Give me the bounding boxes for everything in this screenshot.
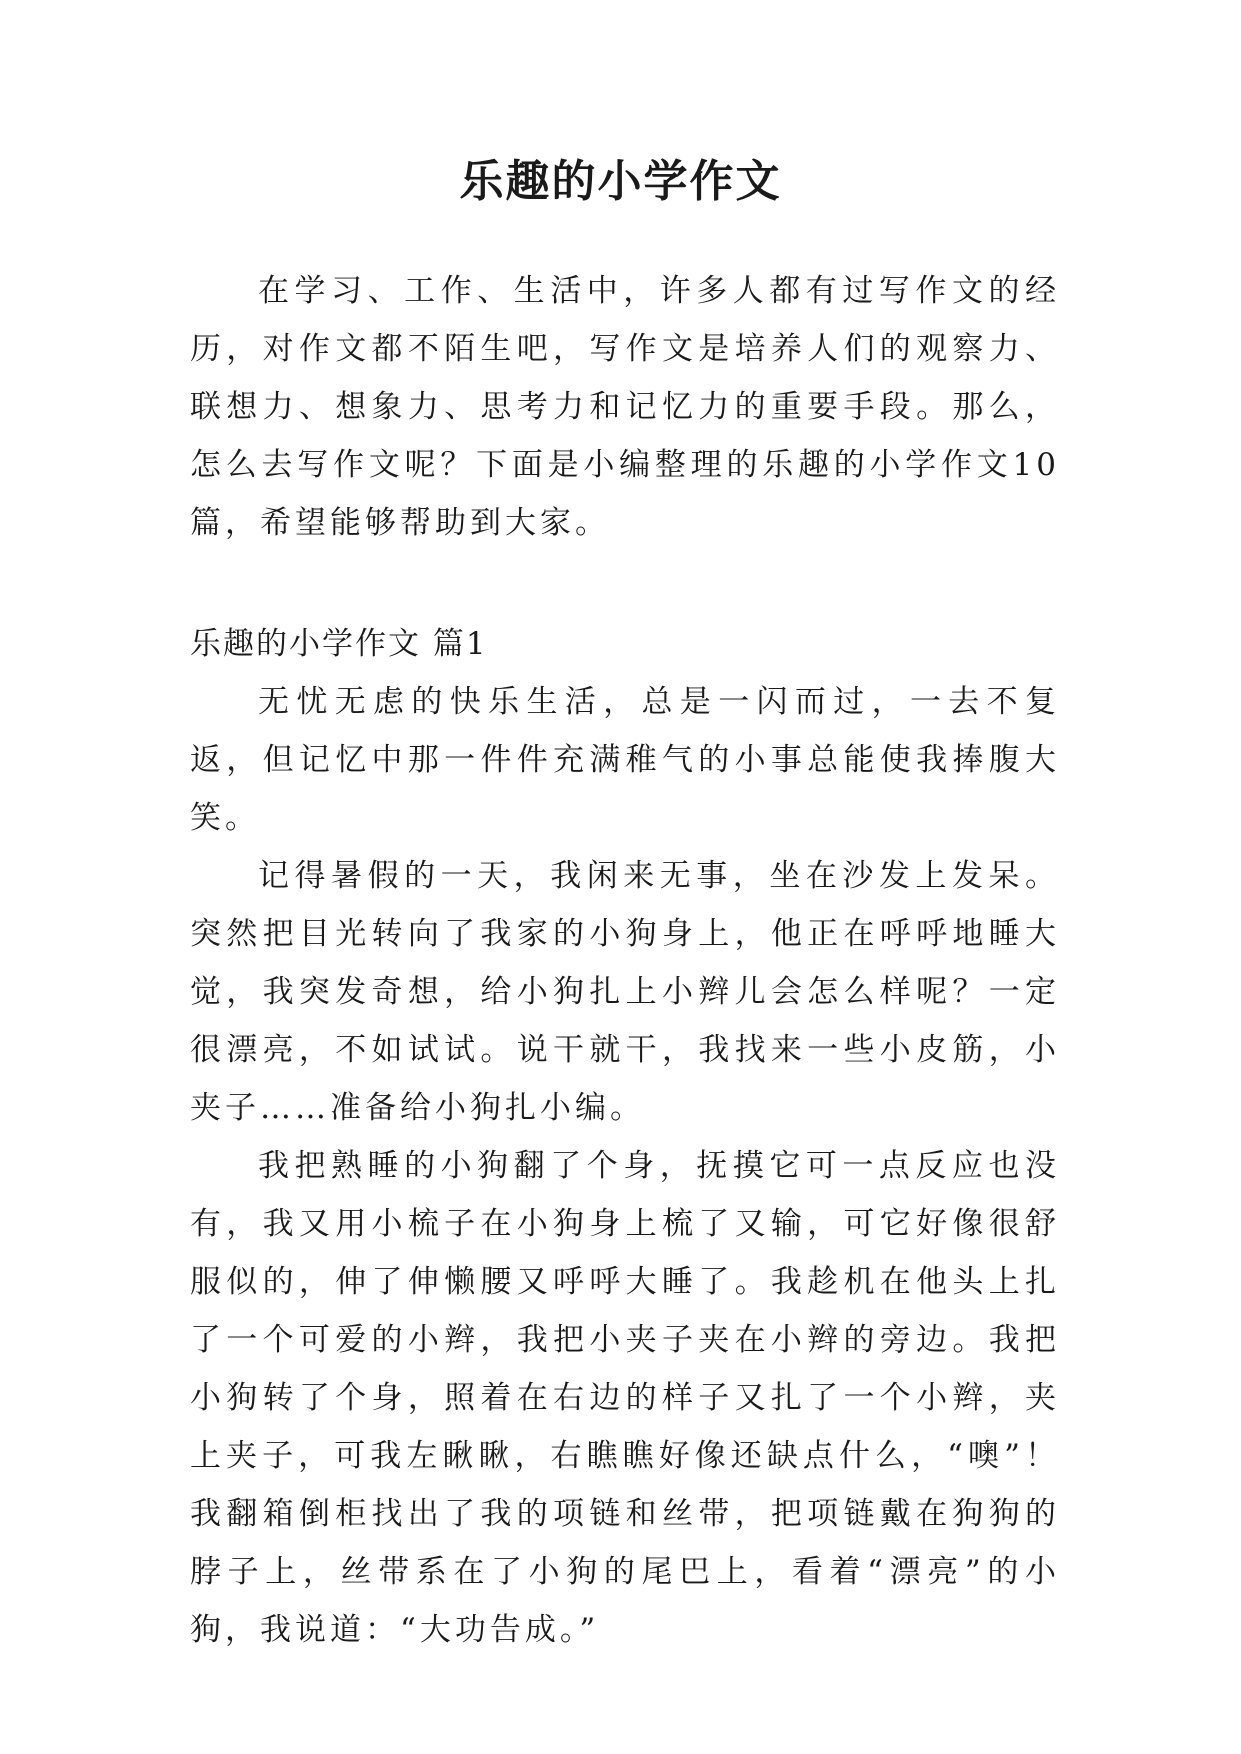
section-heading: 乐趣的小学作文 篇1 <box>190 626 488 662</box>
document-body <box>190 262 1060 1659</box>
section-paragraph-2: 记得暑假的一天，我闲来无事，坐在沙发上发呆。突然把目光转向了我家的小狗身上，他正在呼呼地睡大觉，我突发奇想，给小狗扎上小辫儿会怎么样呢？一定很漂亮，不如试试。说干就干，我找来一些小皮筋，小夹子……准备给小狗扎小编。 <box>190 858 1060 1126</box>
section-1 <box>190 615 1060 1659</box>
document-title: 乐趣的小学作文 <box>459 156 782 207</box>
section-paragraph-3: 我把熟睡的小狗翻了个身，抚摸它可一点反应也没有，我又用小梳子在小狗身上梳了又输，可它好像很舒服似的，伸了伸懒腰又呼呼大睡了。我趁机在他头上扎了一个可爱的小辫，我把小夹子夹在小辫的旁边。我把小狗转了个身，照着在右边的样子又扎了一个小辫，夹上夹子，可我左瞅瞅，右瞧瞧好像还缺点什么，“噢”！我翻箱倒柜找出了我的项链和丝带，把项链戴在狗狗的脖子上，丝带系在了小狗的尾巴上，看着“漂亮”的小狗，我说道：“大功告成。” <box>190 1148 1060 1648</box>
section-paragraph-1: 无忧无虑的快乐生活，总是一闪而过，一去不复返，但记忆中那一件件充满稚气的小事总能使我捧腹大笑。 <box>190 684 1060 836</box>
intro-paragraph: 在学习、工作、生活中，许多人都有过写作文的经历，对作文都不陌生吧，写作文是培养人们的观察力、联想力、想象力、思考力和记忆力的重要手段。那么，怎么去写作文呢？下面是小编整理的乐趣的小学作文10篇，希望能够帮助到大家。 <box>190 273 1060 541</box>
